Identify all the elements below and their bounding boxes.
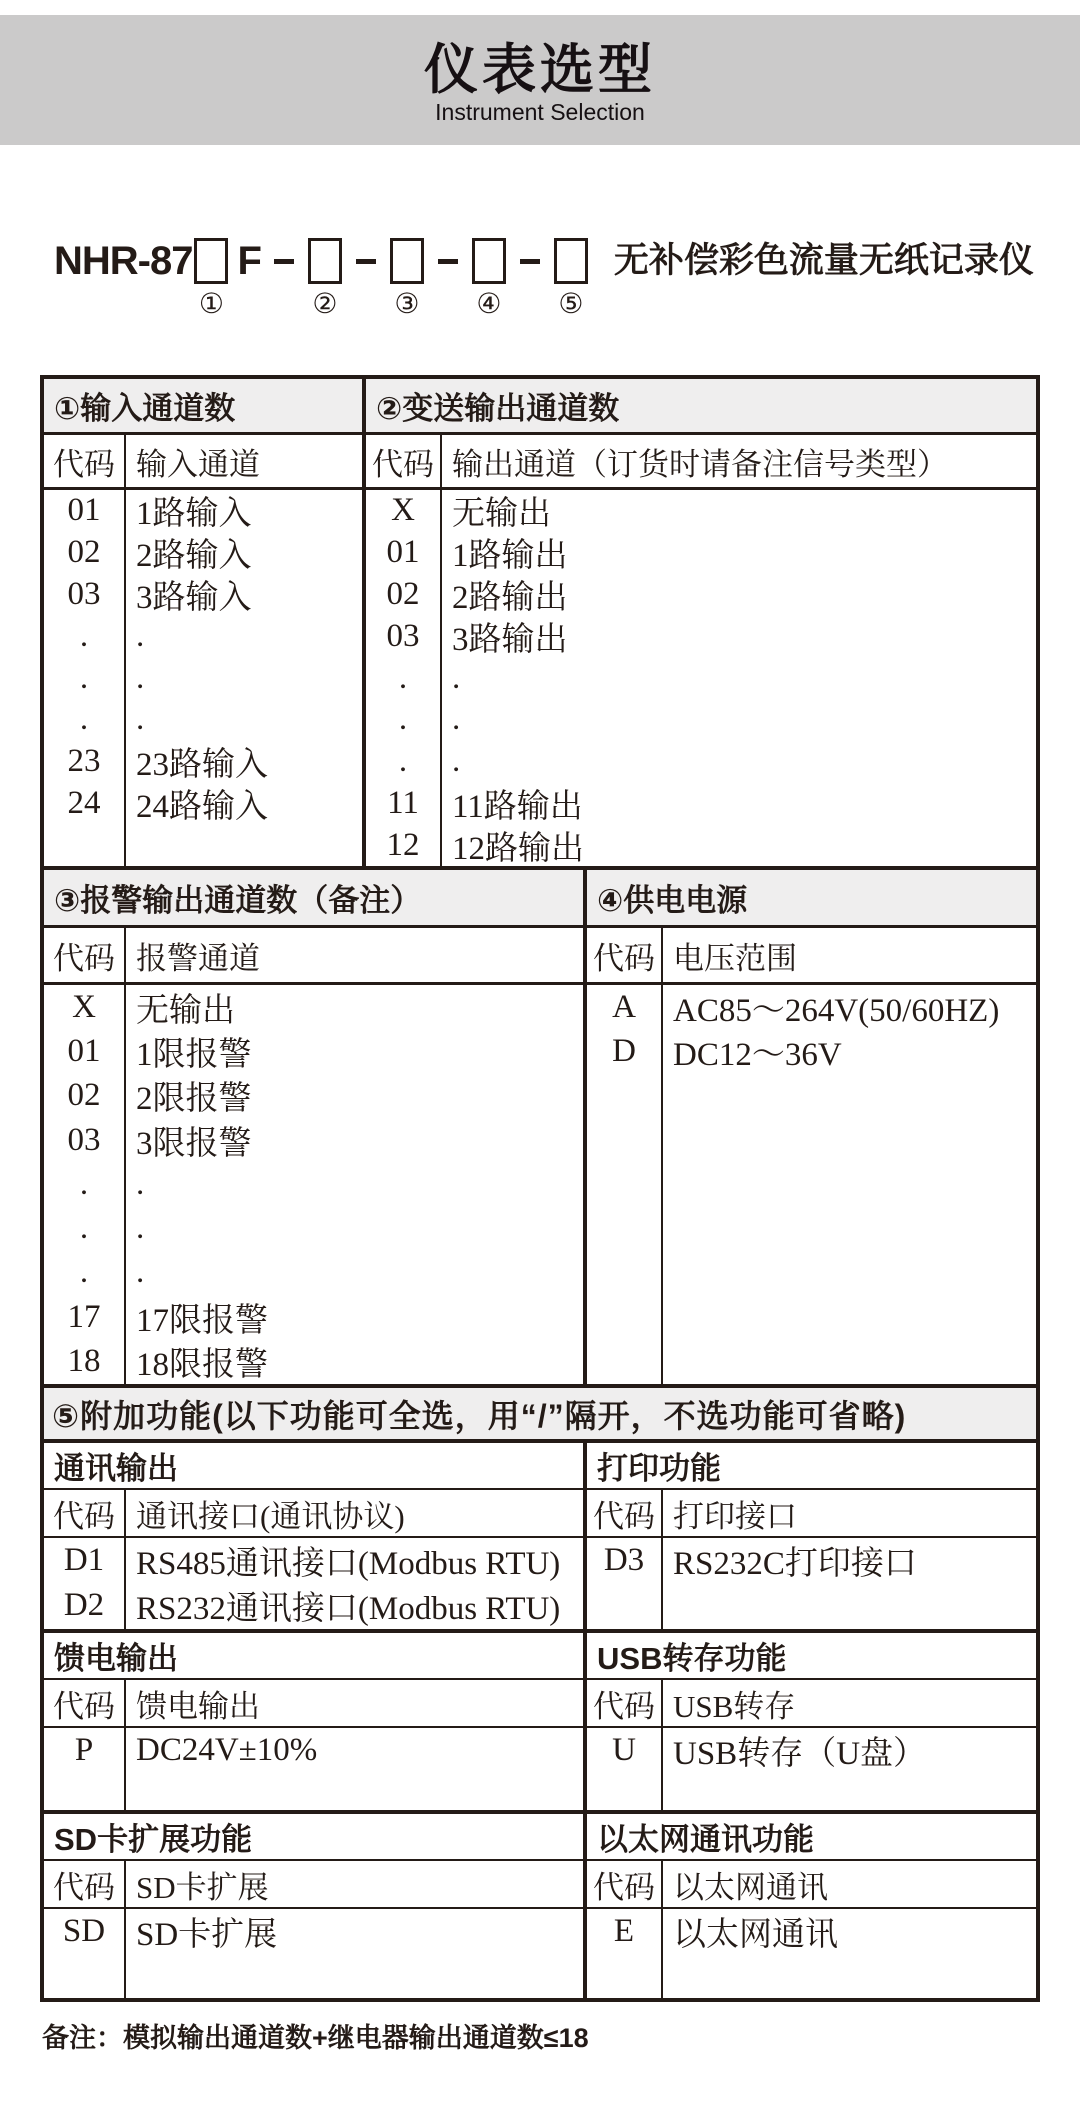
- model-box-group-1: [194, 238, 228, 320]
- section-power-subheader: [587, 928, 1036, 985]
- row-desc: 3限报警: [136, 1125, 252, 1162]
- table-row: [366, 532, 1036, 574]
- model-dash: [438, 259, 458, 264]
- section-comm-output: [44, 1443, 587, 1629]
- row-desc: .: [452, 659, 461, 696]
- section-row-2: [44, 870, 1036, 1388]
- column-divider: [124, 1728, 126, 1810]
- row-desc: 无输出: [452, 496, 551, 533]
- section-ethernet-subheader: [587, 1861, 1036, 1909]
- model-code-box-2: [308, 238, 342, 284]
- section-ethernet-rows: [587, 1909, 1036, 1998]
- section-sd-header: SD卡扩展功能: [44, 1814, 583, 1861]
- footer-note: 备注：模拟输出通道数+继电器输出通道数≤18: [42, 2023, 589, 2053]
- table-row: [366, 741, 1036, 783]
- code-label: 代码: [53, 1869, 115, 1905]
- row-desc: 1路输入: [136, 496, 252, 533]
- section-input-rows: [44, 490, 362, 866]
- column-divider: [124, 1538, 126, 1629]
- row-desc: 2限报警: [136, 1081, 252, 1118]
- section-transmit-header: ②变送输出通道数: [366, 379, 1036, 435]
- code-label: 代码: [53, 446, 115, 482]
- table-row: [587, 1029, 1036, 1073]
- table-row: [366, 574, 1036, 616]
- model-code-box-3: [390, 238, 424, 284]
- model-box-group-5: [554, 238, 588, 320]
- row-code: .: [398, 659, 408, 696]
- row-desc: 3路输出: [452, 621, 568, 658]
- code-label: 代码: [593, 940, 655, 976]
- row-desc: RS232C打印接口: [673, 1546, 917, 1582]
- row-code: SD: [62, 1913, 106, 1949]
- column-divider: [661, 928, 663, 982]
- column-divider: [661, 1538, 663, 1629]
- code-label: 代码: [593, 1498, 655, 1534]
- row-code: D1: [63, 1542, 105, 1578]
- row-code: .: [398, 743, 408, 780]
- column-divider: [661, 1728, 663, 1810]
- table-row: [44, 574, 362, 616]
- column-divider: [124, 1909, 126, 1998]
- section-sd-function: [44, 1814, 587, 1998]
- selection-table: [40, 375, 1040, 2002]
- table-row: [366, 615, 1036, 657]
- section-print-function: [587, 1443, 1036, 1629]
- code-label: 代码: [593, 1869, 655, 1905]
- code-label: 代码: [593, 1688, 655, 1724]
- model-marker-2: ②: [312, 289, 338, 320]
- section-row-1: [44, 379, 1036, 870]
- table-row: [44, 615, 362, 657]
- section-power-header: ④供电电源: [587, 870, 1036, 928]
- table-row: [44, 783, 362, 825]
- section-comm-rows: [44, 1538, 583, 1629]
- row-code: .: [79, 1165, 89, 1202]
- model-code-box-5: [554, 238, 588, 284]
- section-ethernet-header: 以太网通讯功能: [587, 1814, 1036, 1861]
- table-row: [587, 985, 1036, 1029]
- row-code: 03: [67, 1121, 101, 1158]
- row-desc: AC85～264V(50/60HZ): [673, 992, 1000, 1029]
- table-row: [44, 657, 362, 699]
- row-code: X: [72, 988, 96, 1025]
- section-input-subheader: [44, 435, 362, 490]
- row-code: D: [612, 1032, 636, 1069]
- table-row: [366, 699, 1036, 741]
- section-power-supply: [587, 870, 1036, 1384]
- column-divider: [124, 928, 126, 982]
- row-code: 23: [67, 743, 101, 780]
- column-divider: [661, 1680, 663, 1726]
- row-desc: DC12～36V: [673, 1036, 842, 1073]
- code-label: 代码: [53, 1688, 115, 1724]
- model-dash: [356, 259, 376, 264]
- desc-label: USB转存: [673, 1688, 796, 1724]
- desc-label: 通讯接口(通讯协议): [136, 1498, 405, 1534]
- section-extra-banner: ⑤附加功能(以下功能可全选，用“/”隔开，不选功能可省略): [44, 1388, 1036, 1443]
- section-feed-rows: [44, 1728, 583, 1810]
- column-divider: [661, 985, 663, 1384]
- table-row: [587, 1538, 1036, 1583]
- row-desc: .: [452, 743, 461, 780]
- row-code: 02: [67, 1077, 101, 1114]
- row-code: 02: [386, 575, 420, 612]
- page-title: 仪表选型: [424, 40, 656, 100]
- section-sd-subheader: [44, 1861, 583, 1909]
- column-divider: [661, 1490, 663, 1536]
- row-desc: 以太网通讯: [673, 1917, 838, 1953]
- section-usb-rows: [587, 1728, 1036, 1810]
- model-infix: F: [237, 239, 262, 283]
- section-print-rows: [587, 1538, 1036, 1629]
- desc-label: 输出通道（订货时请备注信号类型）: [452, 446, 948, 482]
- model-prefix: NHR-87: [54, 239, 193, 283]
- column-divider: [124, 490, 126, 866]
- row-code: .: [79, 617, 89, 654]
- row-desc: 11路输出: [452, 788, 583, 825]
- row-code: 24: [67, 784, 101, 821]
- row-code: .: [79, 1254, 89, 1291]
- model-marker-4: ④: [476, 289, 502, 320]
- row-code: D3: [603, 1542, 645, 1578]
- table-row: [366, 657, 1036, 699]
- desc-label: 以太网通讯: [673, 1869, 828, 1905]
- row-desc: 1路输出: [452, 538, 568, 575]
- section-alarm-output: [44, 870, 587, 1384]
- row-desc: RS232通讯接口(Modbus RTU): [136, 1591, 561, 1627]
- section-usb-function: [587, 1633, 1036, 1810]
- code-label: 代码: [372, 446, 434, 482]
- section-power-rows: [587, 985, 1036, 1384]
- column-divider: [124, 435, 126, 487]
- section-transmit-output: [366, 379, 1036, 866]
- row-code: X: [391, 492, 415, 529]
- table-row: [587, 1728, 1036, 1773]
- row-desc: 1限报警: [136, 1036, 252, 1073]
- section-feed-output: [44, 1633, 587, 1810]
- model-marker-3: ③: [394, 289, 420, 320]
- model-dash: [520, 259, 540, 264]
- table-row: [44, 490, 362, 532]
- section-sd-rows: [44, 1909, 583, 1998]
- row-code: .: [79, 701, 89, 738]
- desc-label: 报警通道: [136, 940, 260, 976]
- column-divider: [661, 1861, 663, 1907]
- model-marker-1: ①: [198, 289, 225, 320]
- model-box-group-3: [390, 238, 424, 320]
- table-row: [366, 824, 1036, 866]
- section-row-5: [44, 1814, 1036, 1998]
- model-description: 无补偿彩色流量无纸记录仪: [613, 241, 1034, 280]
- model-code-line: [54, 238, 1034, 320]
- section-alarm-header: ③报警输出通道数（备注）: [44, 870, 583, 928]
- row-desc: 23路输入: [136, 747, 268, 784]
- row-code: 02: [67, 534, 101, 571]
- desc-label: 打印接口: [673, 1498, 797, 1534]
- row-code: .: [79, 1210, 89, 1247]
- table-row: [44, 532, 362, 574]
- row-code: 11: [387, 784, 419, 821]
- row-desc: SD卡扩展: [136, 1917, 278, 1953]
- section-alarm-rows: [44, 985, 583, 1384]
- row-desc: 3路输入: [136, 580, 252, 616]
- row-code: 17: [67, 1298, 101, 1335]
- desc-label: SD卡扩展: [136, 1869, 269, 1905]
- row-code: A: [612, 988, 636, 1025]
- section-feed-header: 馈电输出: [44, 1633, 583, 1680]
- model-code-box-1: [194, 238, 228, 284]
- row-desc: .: [136, 701, 145, 738]
- row-desc: 2路输出: [452, 580, 568, 616]
- row-code: D2: [63, 1587, 105, 1623]
- section-usb-header: USB转存功能: [587, 1633, 1036, 1680]
- code-label: 代码: [53, 1498, 115, 1534]
- row-desc: .: [452, 701, 461, 738]
- table-row: [44, 699, 362, 741]
- row-desc: DC24V±10%: [136, 1732, 318, 1768]
- model-marker-5: ⑤: [558, 289, 584, 320]
- row-code: 01: [67, 492, 101, 529]
- section-usb-subheader: [587, 1680, 1036, 1728]
- row-desc: 12路输出: [452, 830, 584, 866]
- table-row: [44, 741, 362, 783]
- row-desc: USB转存（U盘）: [673, 1736, 927, 1772]
- code-label: 代码: [53, 940, 115, 976]
- row-code: 18: [67, 1343, 101, 1380]
- section-input-channels: [44, 379, 366, 866]
- table-row: [587, 1909, 1036, 1954]
- column-divider: [124, 1490, 126, 1536]
- section-row-3: [44, 1443, 1036, 1633]
- column-divider: [124, 985, 126, 1384]
- row-code: 03: [386, 617, 420, 654]
- row-desc: .: [136, 1210, 145, 1247]
- section-alarm-subheader: [44, 928, 583, 985]
- table-row: [366, 490, 1036, 532]
- page-subtitle: Instrument Selection: [435, 99, 645, 125]
- model-code-box-4: [472, 238, 506, 284]
- section-transmit-subheader: [366, 435, 1036, 490]
- section-print-subheader: [587, 1490, 1036, 1538]
- column-divider: [440, 435, 442, 487]
- desc-label: 电压范围: [673, 940, 797, 976]
- row-desc: 无输出: [136, 992, 235, 1029]
- model-box-group-2: [308, 238, 342, 320]
- row-desc: .: [136, 1254, 145, 1291]
- row-code: .: [398, 701, 408, 738]
- column-divider: [440, 490, 442, 866]
- row-code: P: [74, 1732, 94, 1768]
- row-code: 01: [67, 1032, 101, 1069]
- section-print-header: 打印功能: [587, 1443, 1036, 1490]
- row-code: 12: [386, 826, 420, 863]
- desc-label: 输入通道: [136, 446, 260, 482]
- row-desc: .: [136, 659, 145, 696]
- section-feed-subheader: [44, 1680, 583, 1728]
- column-divider: [661, 1909, 663, 1998]
- model-dash: [274, 259, 294, 264]
- row-code: 03: [67, 575, 101, 612]
- row-desc: RS485通讯接口(Modbus RTU): [136, 1546, 561, 1582]
- row-desc: 18限报警: [136, 1347, 268, 1384]
- row-code: E: [613, 1913, 635, 1949]
- row-desc: .: [136, 1165, 145, 1202]
- section-transmit-rows: [366, 490, 1036, 866]
- column-divider: [124, 1861, 126, 1907]
- row-code: .: [79, 659, 89, 696]
- row-code: U: [612, 1732, 636, 1768]
- section-comm-subheader: [44, 1490, 583, 1538]
- section-input-header: ①输入通道数: [44, 379, 362, 435]
- section-ethernet-function: [587, 1814, 1036, 1998]
- section-row-4: [44, 1633, 1036, 1814]
- table-row: [366, 783, 1036, 825]
- section-comm-header: 通讯输出: [44, 1443, 583, 1490]
- title-band: [0, 15, 1080, 145]
- row-desc: 24路输入: [136, 788, 268, 825]
- desc-label: 馈电输出: [136, 1688, 260, 1724]
- column-divider: [124, 1680, 126, 1726]
- row-desc: .: [136, 617, 145, 654]
- row-code: 01: [386, 534, 420, 571]
- model-box-group-4: [472, 238, 506, 320]
- row-desc: 17限报警: [136, 1302, 268, 1339]
- row-desc: 2路输入: [136, 538, 252, 575]
